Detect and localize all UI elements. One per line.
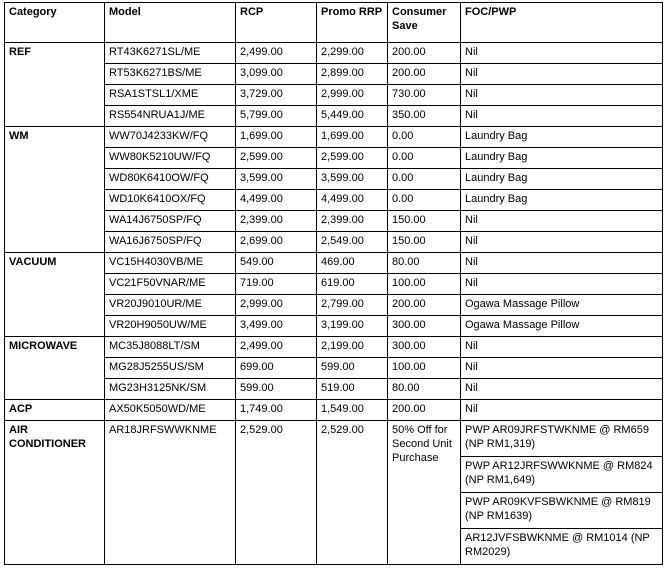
promo-rrp-cell: 2,899.00 [317, 64, 388, 85]
promo-rrp-cell: 2,999.00 [317, 85, 388, 106]
category-cell: REF [5, 43, 105, 127]
foc-pwp-cell: AR12JVFSBWKNME @ RM1014 (NP RM2029) [461, 529, 663, 565]
promo-rrp-cell: 2,599.00 [317, 148, 388, 169]
promo-rrp-cell: 2,529.00 [317, 421, 388, 565]
model-cell: VR20H9050UW/ME [105, 316, 236, 337]
table-row [5, 400, 663, 421]
header-consumer-save: Consumer Save [388, 3, 461, 43]
rcp-cell: 3,099.00 [236, 64, 317, 85]
consumer-save-cell: 80.00 [388, 379, 461, 400]
consumer-save-cell: 350.00 [388, 106, 461, 127]
rcp-cell: 549.00 [236, 253, 317, 274]
consumer-save-cell: 50% Off for Second Unit Purchase [388, 421, 461, 565]
foc-pwp-cell: PWP AR12JRFSWWKNME @ RM824 (NP RM1,649) [461, 457, 663, 493]
promo-rrp-cell: 2,299.00 [317, 43, 388, 64]
header-foc-pwp: FOC/PWP [461, 3, 663, 43]
model-cell: RT43K6271SL/ME [105, 43, 236, 64]
rcp-cell: 4,499.00 [236, 190, 317, 211]
foc-pwp-cell: Laundry Bag [461, 148, 663, 169]
rcp-cell: 3,729.00 [236, 85, 317, 106]
header-rcp: RCP [236, 3, 317, 43]
rcp-cell: 3,499.00 [236, 316, 317, 337]
category-cell: WM [5, 127, 105, 253]
foc-pwp-cell: Nil [461, 337, 663, 358]
model-cell: WD10K6410OX/FQ [105, 190, 236, 211]
consumer-save-cell: 300.00 [388, 337, 461, 358]
foc-pwp-cell: Laundry Bag [461, 169, 663, 190]
model-cell: RT53K6271BS/ME [105, 64, 236, 85]
table-header-row [5, 3, 663, 43]
promo-rrp-cell: 3,199.00 [317, 316, 388, 337]
model-cell: WW80K5210UW/FQ [105, 148, 236, 169]
foc-pwp-cell: Ogawa Massage Pillow [461, 295, 663, 316]
model-cell: WW70J4233KW/FQ [105, 127, 236, 148]
category-cell: ACP [5, 400, 105, 421]
table-row [5, 43, 663, 64]
consumer-save-cell: 150.00 [388, 232, 461, 253]
rcp-cell: 2,529.00 [236, 421, 317, 565]
foc-pwp-cell: Nil [461, 211, 663, 232]
model-cell: RS554NRUA1J/ME [105, 106, 236, 127]
rcp-cell: 2,399.00 [236, 211, 317, 232]
foc-pwp-cell: Nil [461, 253, 663, 274]
foc-pwp-cell: Nil [461, 400, 663, 421]
model-cell: WD80K6410OW/FQ [105, 169, 236, 190]
consumer-save-cell: 730.00 [388, 85, 461, 106]
table-row [5, 421, 663, 457]
foc-pwp-cell: Nil [461, 85, 663, 106]
category-cell: VACUUM [5, 253, 105, 337]
table-body [5, 43, 663, 565]
rcp-cell: 1,749.00 [236, 400, 317, 421]
rcp-cell: 5,799.00 [236, 106, 317, 127]
foc-pwp-cell: Ogawa Massage Pillow [461, 316, 663, 337]
consumer-save-cell: 200.00 [388, 295, 461, 316]
promo-rrp-cell: 3,599.00 [317, 169, 388, 190]
promo-rrp-cell: 599.00 [317, 358, 388, 379]
promo-rrp-cell: 1,699.00 [317, 127, 388, 148]
category-cell: MICROWAVE [5, 337, 105, 400]
table-row [5, 337, 663, 358]
promo-rrp-cell: 2,399.00 [317, 211, 388, 232]
model-cell: MG23H3125NK/SM [105, 379, 236, 400]
foc-pwp-cell: Laundry Bag [461, 127, 663, 148]
promo-price-table [4, 2, 663, 565]
model-cell: RSA1STSL1/XME [105, 85, 236, 106]
foc-pwp-cell: Nil [461, 106, 663, 127]
rcp-cell: 1,699.00 [236, 127, 317, 148]
rcp-cell: 719.00 [236, 274, 317, 295]
consumer-save-cell: 100.00 [388, 358, 461, 379]
rcp-cell: 2,599.00 [236, 148, 317, 169]
foc-pwp-cell: Nil [461, 274, 663, 295]
category-cell: AIR CONDITIONER [5, 421, 105, 565]
foc-pwp-cell: PWP AR09KVFSBWKNME @ RM819 (NP RM1639) [461, 493, 663, 529]
promo-rrp-cell: 4,499.00 [317, 190, 388, 211]
consumer-save-cell: 0.00 [388, 169, 461, 190]
consumer-save-cell: 0.00 [388, 127, 461, 148]
promo-rrp-cell: 5,449.00 [317, 106, 388, 127]
model-cell: WA16J6750SP/FQ [105, 232, 236, 253]
model-cell: MG28J5255US/SM [105, 358, 236, 379]
rcp-cell: 699.00 [236, 358, 317, 379]
rcp-cell: 2,499.00 [236, 43, 317, 64]
model-cell: VR20J9010UR/ME [105, 295, 236, 316]
foc-pwp-cell: Nil [461, 358, 663, 379]
promo-rrp-cell: 619.00 [317, 274, 388, 295]
promo-rrp-cell: 1,549.00 [317, 400, 388, 421]
rcp-cell: 2,699.00 [236, 232, 317, 253]
consumer-save-cell: 200.00 [388, 400, 461, 421]
promo-rrp-cell: 519.00 [317, 379, 388, 400]
promo-rrp-cell: 2,549.00 [317, 232, 388, 253]
foc-pwp-cell: Laundry Bag [461, 190, 663, 211]
model-cell: MC35J8088LT/SM [105, 337, 236, 358]
foc-pwp-cell: PWP AR09JRFSTWKNME @ RM659 (NP RM1,319) [461, 421, 663, 457]
foc-pwp-cell: Nil [461, 43, 663, 64]
foc-pwp-cell: Nil [461, 232, 663, 253]
promo-rrp-cell: 469.00 [317, 253, 388, 274]
consumer-save-cell: 100.00 [388, 274, 461, 295]
model-cell: AR18JRFSWWKNME [105, 421, 236, 565]
rcp-cell: 599.00 [236, 379, 317, 400]
consumer-save-cell: 0.00 [388, 190, 461, 211]
table-row [5, 253, 663, 274]
header-model: Model [105, 3, 236, 43]
promo-rrp-cell: 2,799.00 [317, 295, 388, 316]
model-cell: AX50K5050WD/ME [105, 400, 236, 421]
header-promo-rrp: Promo RRP [317, 3, 388, 43]
consumer-save-cell: 80.00 [388, 253, 461, 274]
foc-pwp-cell: Nil [461, 379, 663, 400]
rcp-cell: 2,999.00 [236, 295, 317, 316]
foc-pwp-cell: Nil [461, 64, 663, 85]
model-cell: VC15H4030VB/ME [105, 253, 236, 274]
promo-rrp-cell: 2,199.00 [317, 337, 388, 358]
consumer-save-cell: 200.00 [388, 64, 461, 85]
consumer-save-cell: 200.00 [388, 43, 461, 64]
consumer-save-cell: 300.00 [388, 316, 461, 337]
rcp-cell: 3,599.00 [236, 169, 317, 190]
table-row [5, 127, 663, 148]
consumer-save-cell: 150.00 [388, 211, 461, 232]
model-cell: VC21F50VNAR/ME [105, 274, 236, 295]
header-category: Category [5, 3, 105, 43]
model-cell: WA14J6750SP/FQ [105, 211, 236, 232]
rcp-cell: 2,499.00 [236, 337, 317, 358]
consumer-save-cell: 0.00 [388, 148, 461, 169]
